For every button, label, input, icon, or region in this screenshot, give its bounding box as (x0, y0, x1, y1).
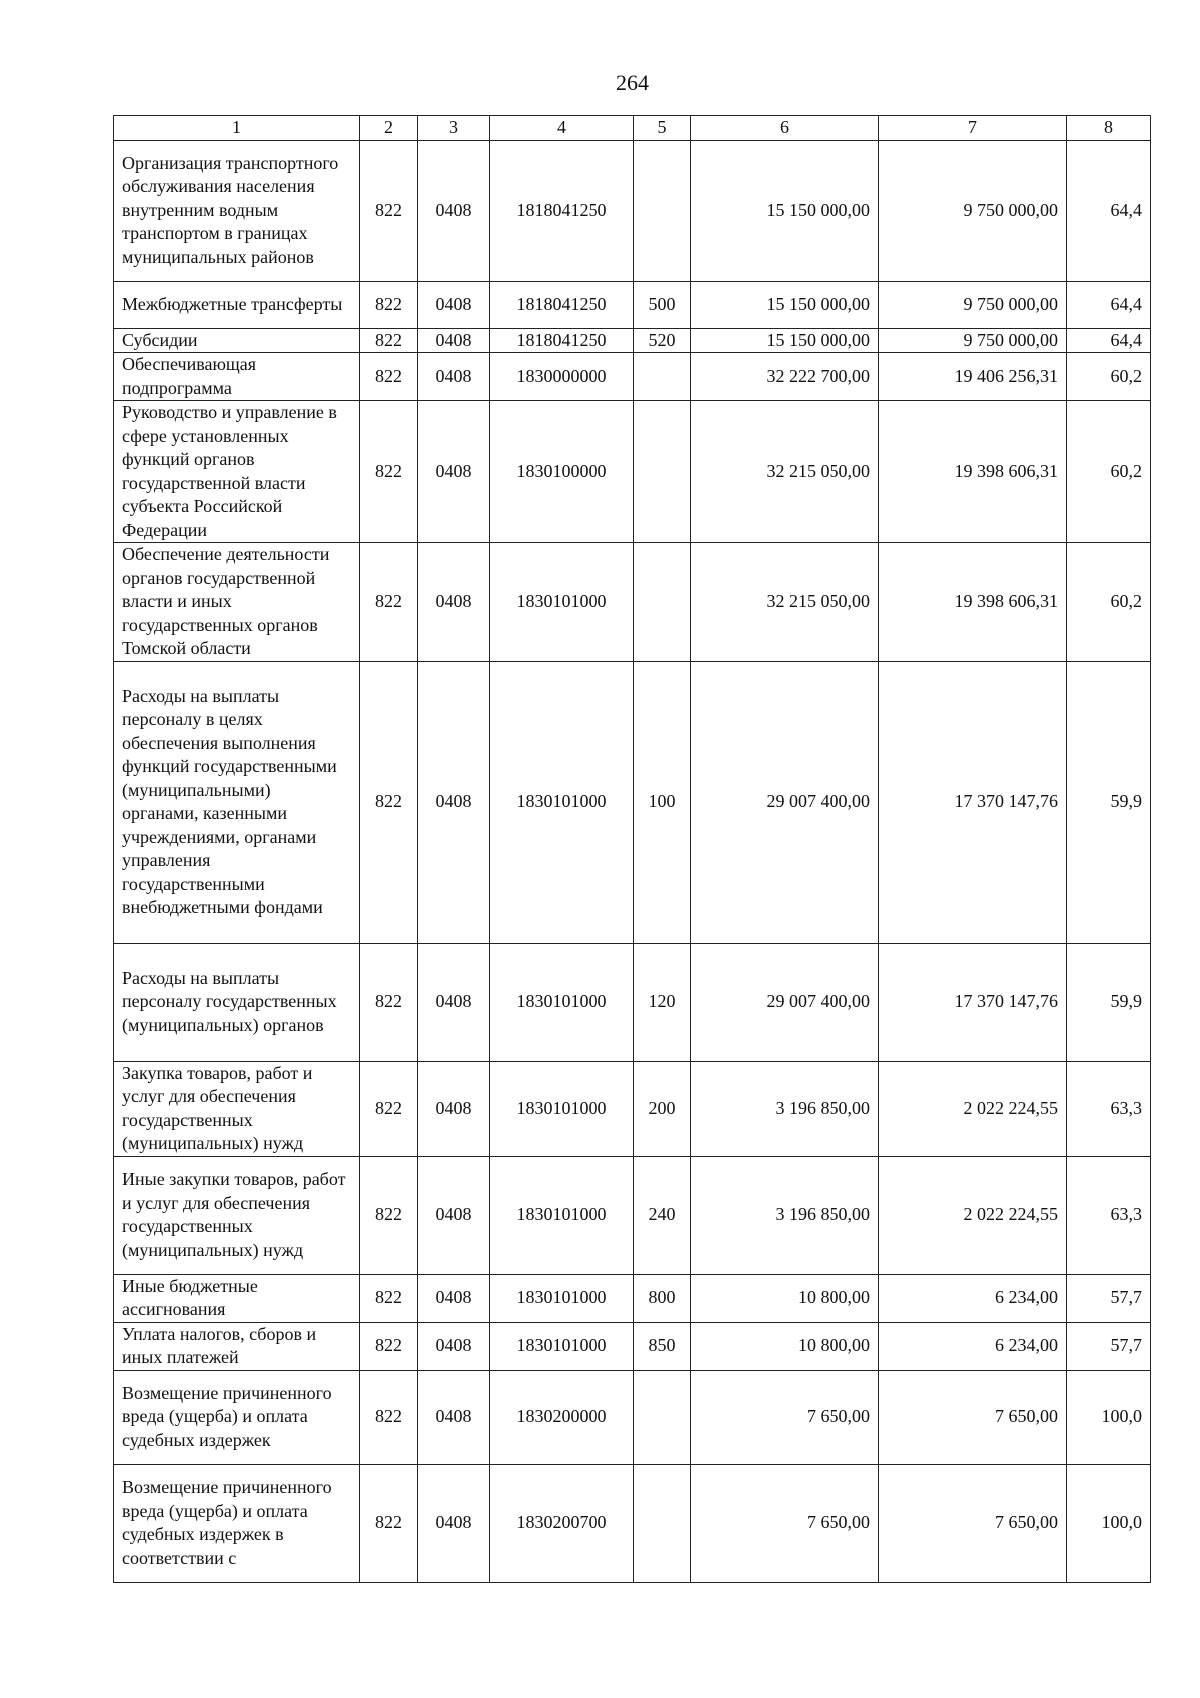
section-code: 0408 (418, 401, 490, 543)
execution-percent: 63,3 (1067, 1061, 1151, 1156)
section-code: 0408 (418, 1156, 490, 1274)
fact-amount: 2 022 224,55 (879, 1061, 1067, 1156)
plan-amount: 10 800,00 (691, 1322, 879, 1370)
grbs-code: 822 (360, 1274, 418, 1322)
table-row (114, 1322, 1151, 1370)
target-code: 1830101000 (490, 943, 634, 1061)
fact-amount: 7 650,00 (879, 1464, 1067, 1582)
table-row (114, 1370, 1151, 1464)
row-name: Субсидии (114, 328, 360, 353)
section-code: 0408 (418, 140, 490, 281)
execution-percent: 100,0 (1067, 1370, 1151, 1464)
execution-percent: 57,7 (1067, 1322, 1151, 1370)
table-row (114, 1061, 1151, 1156)
row-name: Руководство и управление в сфере установленных функций органов государственной власти субъекта Российской Федерации (114, 401, 360, 543)
plan-amount: 32 215 050,00 (691, 401, 879, 543)
column-header: 8 (1067, 116, 1151, 141)
grbs-code: 822 (360, 943, 418, 1061)
fact-amount: 19 398 606,31 (879, 401, 1067, 543)
column-header: 7 (879, 116, 1067, 141)
fact-amount: 6 234,00 (879, 1322, 1067, 1370)
target-code: 1830101000 (490, 1156, 634, 1274)
row-name: Возмещение причиненного вреда (ущерба) и оплата судебных издержек (114, 1370, 360, 1464)
row-name: Обеспечивающая подпрограмма (114, 353, 360, 401)
table-row (114, 401, 1151, 543)
section-code: 0408 (418, 1274, 490, 1322)
grbs-code: 822 (360, 661, 418, 943)
plan-amount: 3 196 850,00 (691, 1156, 879, 1274)
grbs-code: 822 (360, 281, 418, 328)
row-name: Обеспечение деятельности органов государственной власти и иных государственных органов Томской области (114, 543, 360, 662)
row-name: Закупка товаров, работ и услуг для обеспечения государственных (муниципальных) нужд (114, 1061, 360, 1156)
section-code: 0408 (418, 661, 490, 943)
fact-amount: 19 398 606,31 (879, 543, 1067, 662)
section-code: 0408 (418, 1464, 490, 1582)
column-header: 3 (418, 116, 490, 141)
grbs-code: 822 (360, 543, 418, 662)
plan-amount: 32 215 050,00 (691, 543, 879, 662)
row-name: Возмещение причиненного вреда (ущерба) и оплата судебных издержек в соответствии с (114, 1464, 360, 1582)
grbs-code: 822 (360, 401, 418, 543)
page-number: 264 (616, 70, 649, 95)
fact-amount: 19 406 256,31 (879, 353, 1067, 401)
execution-percent: 100,0 (1067, 1464, 1151, 1582)
column-header: 4 (490, 116, 634, 141)
plan-amount: 29 007 400,00 (691, 943, 879, 1061)
column-header: 2 (360, 116, 418, 141)
execution-percent: 59,9 (1067, 943, 1151, 1061)
target-code: 1830101000 (490, 1274, 634, 1322)
expense-type-code (634, 1464, 691, 1582)
fact-amount: 9 750 000,00 (879, 140, 1067, 281)
expense-type-code: 100 (634, 661, 691, 943)
plan-amount: 15 150 000,00 (691, 140, 879, 281)
grbs-code: 822 (360, 353, 418, 401)
fact-amount: 17 370 147,76 (879, 661, 1067, 943)
expense-type-code: 520 (634, 328, 691, 353)
execution-percent: 60,2 (1067, 401, 1151, 543)
table-row (114, 140, 1151, 281)
execution-percent: 64,4 (1067, 328, 1151, 353)
expense-type-code: 120 (634, 943, 691, 1061)
section-code: 0408 (418, 1370, 490, 1464)
grbs-code: 822 (360, 1322, 418, 1370)
row-name: Межбюджетные трансферты (114, 281, 360, 328)
section-code: 0408 (418, 353, 490, 401)
plan-amount: 7 650,00 (691, 1464, 879, 1582)
table-row (114, 943, 1151, 1061)
expense-type-code: 240 (634, 1156, 691, 1274)
row-name: Уплата налогов, сборов и иных платежей (114, 1322, 360, 1370)
plan-amount: 15 150 000,00 (691, 328, 879, 353)
row-name: Расходы на выплаты персоналу в целях обеспечения выполнения функций государственными (муниципальными) органами, казенными учреждениями, органами управления государственными внебюджетными фондами (114, 661, 360, 943)
section-code: 0408 (418, 1061, 490, 1156)
fact-amount: 9 750 000,00 (879, 281, 1067, 328)
fact-amount: 6 234,00 (879, 1274, 1067, 1322)
grbs-code: 822 (360, 1370, 418, 1464)
expense-type-code (634, 1370, 691, 1464)
target-code: 1818041250 (490, 281, 634, 328)
target-code: 1830100000 (490, 401, 634, 543)
row-name: Иные закупки товаров, работ и услуг для обеспечения государственных (муниципальных) нужд (114, 1156, 360, 1274)
grbs-code: 822 (360, 1464, 418, 1582)
table-row (114, 328, 1151, 353)
target-code: 1830101000 (490, 661, 634, 943)
table-row (114, 1464, 1151, 1582)
fact-amount: 9 750 000,00 (879, 328, 1067, 353)
target-code: 1818041250 (490, 328, 634, 353)
column-header: 5 (634, 116, 691, 141)
execution-percent: 60,2 (1067, 353, 1151, 401)
fact-amount: 2 022 224,55 (879, 1156, 1067, 1274)
target-code: 1830200000 (490, 1370, 634, 1464)
execution-percent: 64,4 (1067, 281, 1151, 328)
expense-type-code (634, 543, 691, 662)
expense-type-code (634, 140, 691, 281)
target-code: 1830101000 (490, 1061, 634, 1156)
expense-type-code (634, 353, 691, 401)
execution-percent: 57,7 (1067, 1274, 1151, 1322)
target-code: 1830101000 (490, 1322, 634, 1370)
table-row (114, 543, 1151, 662)
table-row (114, 661, 1151, 943)
plan-amount: 3 196 850,00 (691, 1061, 879, 1156)
header-row (114, 116, 1151, 141)
section-code: 0408 (418, 943, 490, 1061)
plan-amount: 7 650,00 (691, 1370, 879, 1464)
expense-type-code: 200 (634, 1061, 691, 1156)
target-code: 1830200700 (490, 1464, 634, 1582)
row-name: Расходы на выплаты персоналу государственных (муниципальных) органов (114, 943, 360, 1061)
column-header: 1 (114, 116, 360, 141)
budget-table (113, 115, 1151, 1583)
expense-type-code: 500 (634, 281, 691, 328)
row-name: Организация транспортного обслуживания населения внутренним водным транспортом в границах муниципальных районов (114, 140, 360, 281)
column-header: 6 (691, 116, 879, 141)
plan-amount: 32 222 700,00 (691, 353, 879, 401)
plan-amount: 15 150 000,00 (691, 281, 879, 328)
table-row (114, 281, 1151, 328)
target-code: 1830000000 (490, 353, 634, 401)
grbs-code: 822 (360, 328, 418, 353)
execution-percent: 64,4 (1067, 140, 1151, 281)
table-row (114, 1274, 1151, 1322)
section-code: 0408 (418, 1322, 490, 1370)
execution-percent: 63,3 (1067, 1156, 1151, 1274)
section-code: 0408 (418, 543, 490, 662)
grbs-code: 822 (360, 1156, 418, 1274)
expense-type-code (634, 401, 691, 543)
expense-type-code: 850 (634, 1322, 691, 1370)
plan-amount: 10 800,00 (691, 1274, 879, 1322)
target-code: 1818041250 (490, 140, 634, 281)
expense-type-code: 800 (634, 1274, 691, 1322)
plan-amount: 29 007 400,00 (691, 661, 879, 943)
fact-amount: 7 650,00 (879, 1370, 1067, 1464)
row-name: Иные бюджетные ассигнования (114, 1274, 360, 1322)
table-row (114, 1156, 1151, 1274)
execution-percent: 59,9 (1067, 661, 1151, 943)
target-code: 1830101000 (490, 543, 634, 662)
grbs-code: 822 (360, 140, 418, 281)
grbs-code: 822 (360, 1061, 418, 1156)
table-row (114, 353, 1151, 401)
section-code: 0408 (418, 328, 490, 353)
fact-amount: 17 370 147,76 (879, 943, 1067, 1061)
execution-percent: 60,2 (1067, 543, 1151, 662)
section-code: 0408 (418, 281, 490, 328)
